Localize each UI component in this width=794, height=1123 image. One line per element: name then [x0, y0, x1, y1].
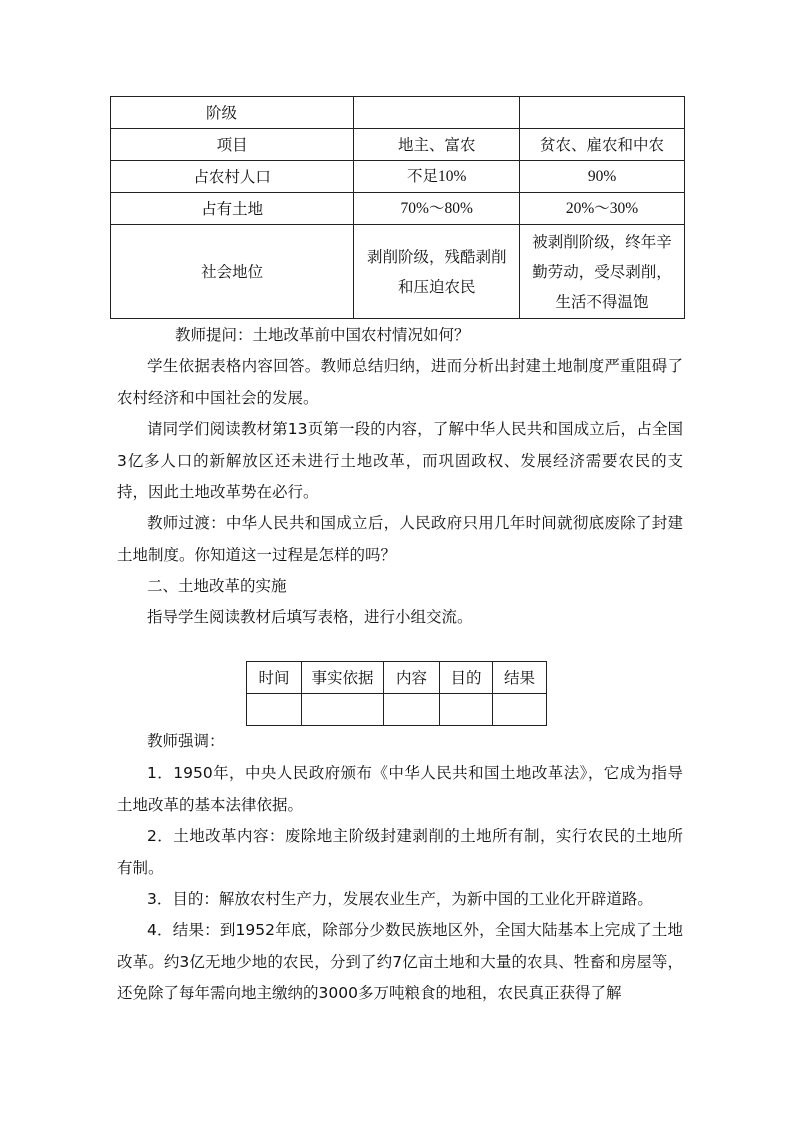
table-cell: 社会地位: [111, 225, 354, 319]
table-row: [111, 129, 685, 161]
table-cell: 贫农、雇农和中农: [520, 129, 685, 161]
table-row: [247, 694, 547, 726]
instruction-paragraph: 指导学生阅读教材后填写表格，进行小组交流。: [147, 608, 473, 626]
table-header-cell: 目的: [440, 662, 493, 694]
table-cell: 项目: [111, 129, 354, 161]
teacher-emphasis-label: 教师强调：: [147, 732, 225, 750]
table-row: [111, 97, 685, 129]
table-cell: [384, 694, 440, 726]
table-header-cell: 事实依据: [302, 662, 384, 694]
teacher-transition-paragraph: 教师过渡：中华人民共和国成立后，人民政府只用几年时间就彻底废除了封建土地制度。你知道这一过程是怎样的吗？: [117, 514, 683, 564]
point-1-paragraph: 1．1950年，中央人民政府颁布《中华人民共和国土地改革法》，它成为指导土地改革的基本法律依据。: [117, 764, 683, 814]
table-cell: 占农村人口: [111, 161, 354, 193]
table-cell: [354, 97, 520, 129]
point-2-paragraph: 2．土地改革内容：废除地主阶级封建剥削的土地所有制，实行农民的土地所有制。: [117, 827, 683, 877]
table-header-cell: 结果: [493, 662, 547, 694]
table-cell: [247, 694, 302, 726]
reading-paragraph: 请同学们阅读教材第13页第一段的内容，了解中华人民共和国成立后，占全国3亿多人口的新解放区还未进行土地改革，而巩固政权、发展经济需要农民的支持，因此土地改革势在必行。: [117, 420, 683, 501]
class-comparison-table: [110, 96, 685, 319]
table-cell: [440, 694, 493, 726]
table-cell: 被剥削阶级，终年辛勤劳动，受尽剥削，生活不得温饱: [520, 225, 685, 319]
point-4-paragraph: 4．结果：到1952年底，除部分少数民族地区外，全国大陆基本上完成了土地改革。约3亿无地少地的农民，分到了约7亿亩土地和大量的农具、牲畜和房屋等，还免除了每年需向地主缴纳的3000多万吨粮食的地租，农民真正获得了解: [117, 921, 683, 1002]
table-row: [111, 193, 685, 225]
table-cell: [520, 97, 685, 129]
point-3-paragraph: 3．目的：解放农村生产力，发展农业生产，为新中国的工业化开辟道路。: [147, 890, 653, 908]
table-cell: 剥削阶级，残酷剥削和压迫农民: [354, 225, 520, 319]
table-cell: 占有土地: [111, 193, 354, 225]
table-row: [111, 225, 685, 319]
table-cell: [493, 694, 547, 726]
student-answer-paragraph: 学生依据表格内容回答。教师总结归纳，进而分析出封建土地制度严重阻碍了农村经济和中国社会的发展。: [117, 357, 683, 407]
table-cell: 不足10%: [354, 161, 520, 193]
section-heading: 二、土地改革的实施: [147, 577, 287, 595]
fill-in-table: [246, 661, 547, 726]
table-cell: 90%: [520, 161, 685, 193]
table-row: [111, 161, 685, 193]
table-header-row: [247, 662, 547, 694]
table-cell: 20%～30%: [520, 193, 685, 225]
table-cell: 70%～80%: [354, 193, 520, 225]
table-cell: [302, 694, 384, 726]
teacher-question: 教师提问：土地改革前中国农村情况如何？: [175, 326, 470, 344]
table-cell: 阶级: [111, 97, 354, 129]
table-header-cell: 时间: [247, 662, 302, 694]
table-header-cell: 内容: [384, 662, 440, 694]
table-cell: 地主、富农: [354, 129, 520, 161]
